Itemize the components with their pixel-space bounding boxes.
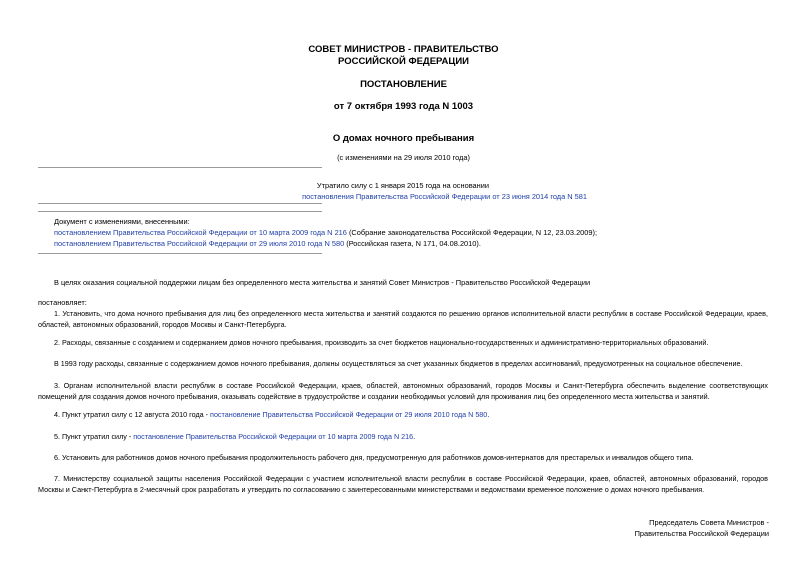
divider: [38, 203, 322, 204]
divider: [38, 211, 322, 212]
paragraph-1: 1. Установить, что дома ночного пребывания для лиц без определенного места жительства и занятий создаются по решению органов исполнительной власти республик в составе Российской Федерации, краев, областей, автономных образований, городов Москвы и Санкт-Петербурга.: [38, 309, 768, 329]
paragraph-2b: В 1993 году расходы, связанные с содержанием домов ночного пребывания, должны осуществляться за счет указанных бюджетов в пределах ассигнований, предусмотренных на социальное обеспечение.: [54, 359, 743, 368]
header-line-1: СОВЕТ МИНИСТРОВ - ПРАВИТЕЛЬСТВО: [308, 44, 499, 55]
void-notice: Утратило силу с 1 января 2015 года на основании: [316, 181, 489, 190]
paragraph-5: [38, 431, 768, 442]
changes-item-2-link[interactable]: постановлением Правительства Российской Федерации от 29 июля 2010 года N 580: [54, 239, 345, 248]
amendments-note: (с изменениями на 29 июля 2010 года): [337, 153, 470, 162]
paragraph-4-text: 4. Пункт утратил силу с 12 августа 2010 года -: [54, 410, 211, 419]
signature-line-1: Председатель Совета Министров -: [649, 518, 769, 527]
paragraph-3: 3. Органам исполнительной власти республик в составе Российской Федерации, краев, областей, автономных образований, городов Москвы и Санкт-Петербурга обеспечить выделение соответствующих помещений для создания домов ночного пребывания, оказывать содействие в трудоустройстве и создании необходимых условий для проживания лиц без определенного места жительства и занятий.: [38, 381, 768, 401]
changes-item-1-link[interactable]: постановлением Правительства Российской Федерации от 10 марта 2009 года N 216: [54, 228, 347, 237]
signature-line-2: Правительства Российской Федерации: [634, 529, 769, 538]
paragraph-5-text: 5. Пункт утратил силу -: [54, 432, 134, 441]
void-notice-link[interactable]: постановления Правительства Российской Федерации от 23 июня 2014 года N 581: [302, 192, 587, 201]
changes-item-1: [54, 228, 597, 237]
document-title: О домах ночного пребывания: [332, 133, 475, 144]
header-line-2: РОССИЙСКОЙ ФЕДЕРАЦИИ: [337, 56, 469, 67]
paragraph-4-end: .: [487, 410, 490, 419]
paragraph-4-link[interactable]: постановление Правительства Российской Федерации от 29 июля 2010 года N 580: [210, 410, 488, 419]
document-date-number: от 7 октября 1993 года N 1003: [333, 101, 474, 112]
paragraph-7: 7. Министерству социальной защиты населения Российской Федерации с участием исполнительной власти республик в составе Российской Федерации, краев, областей, автономных образований, городов Москвы и Санкт-Петербурга в 2-месячный срок разработать и утвердить по согласованию с заинтересованными министерствами и ведомствами временное положение о домах ночного пребывания.: [38, 474, 768, 494]
decides: постановляет:: [38, 298, 87, 307]
document-type: ПОСТАНОВЛЕНИЕ: [360, 79, 447, 90]
changes-item-2-source: (Российская газета, N 171, 04.08.2010).: [344, 239, 481, 248]
paragraph-5-end: .: [413, 432, 416, 441]
divider: [38, 167, 322, 168]
divider: [38, 253, 322, 254]
changes-item-1-source: (Собрание законодательства Российской Федерации, N 12, 23.03.2009);: [346, 228, 598, 237]
preamble: В целях оказания социальной поддержки лицам без определенного места жительства и занятий Совет Министров - Правительство Российской Федерации: [54, 278, 591, 287]
changes-item-2: [54, 239, 481, 248]
paragraph-6: 6. Установить для работников домов ночного пребывания продолжительность рабочего дня, предусмотренную для работников домов-интернатов для престарелых и инвалидов общего типа.: [54, 453, 694, 462]
paragraph-4: [38, 409, 768, 420]
changes-intro: Документ с изменениями, внесенными:: [54, 217, 190, 226]
paragraph-2: 2. Расходы, связанные с созданием и содержанием домов ночного пребывания, производить за счет бюджетов национально-государственных и административно-территориальных образований.: [54, 338, 709, 347]
paragraph-5-link[interactable]: постановление Правительства Российской Федерации от 10 марта 2009 года N 216: [133, 432, 414, 441]
